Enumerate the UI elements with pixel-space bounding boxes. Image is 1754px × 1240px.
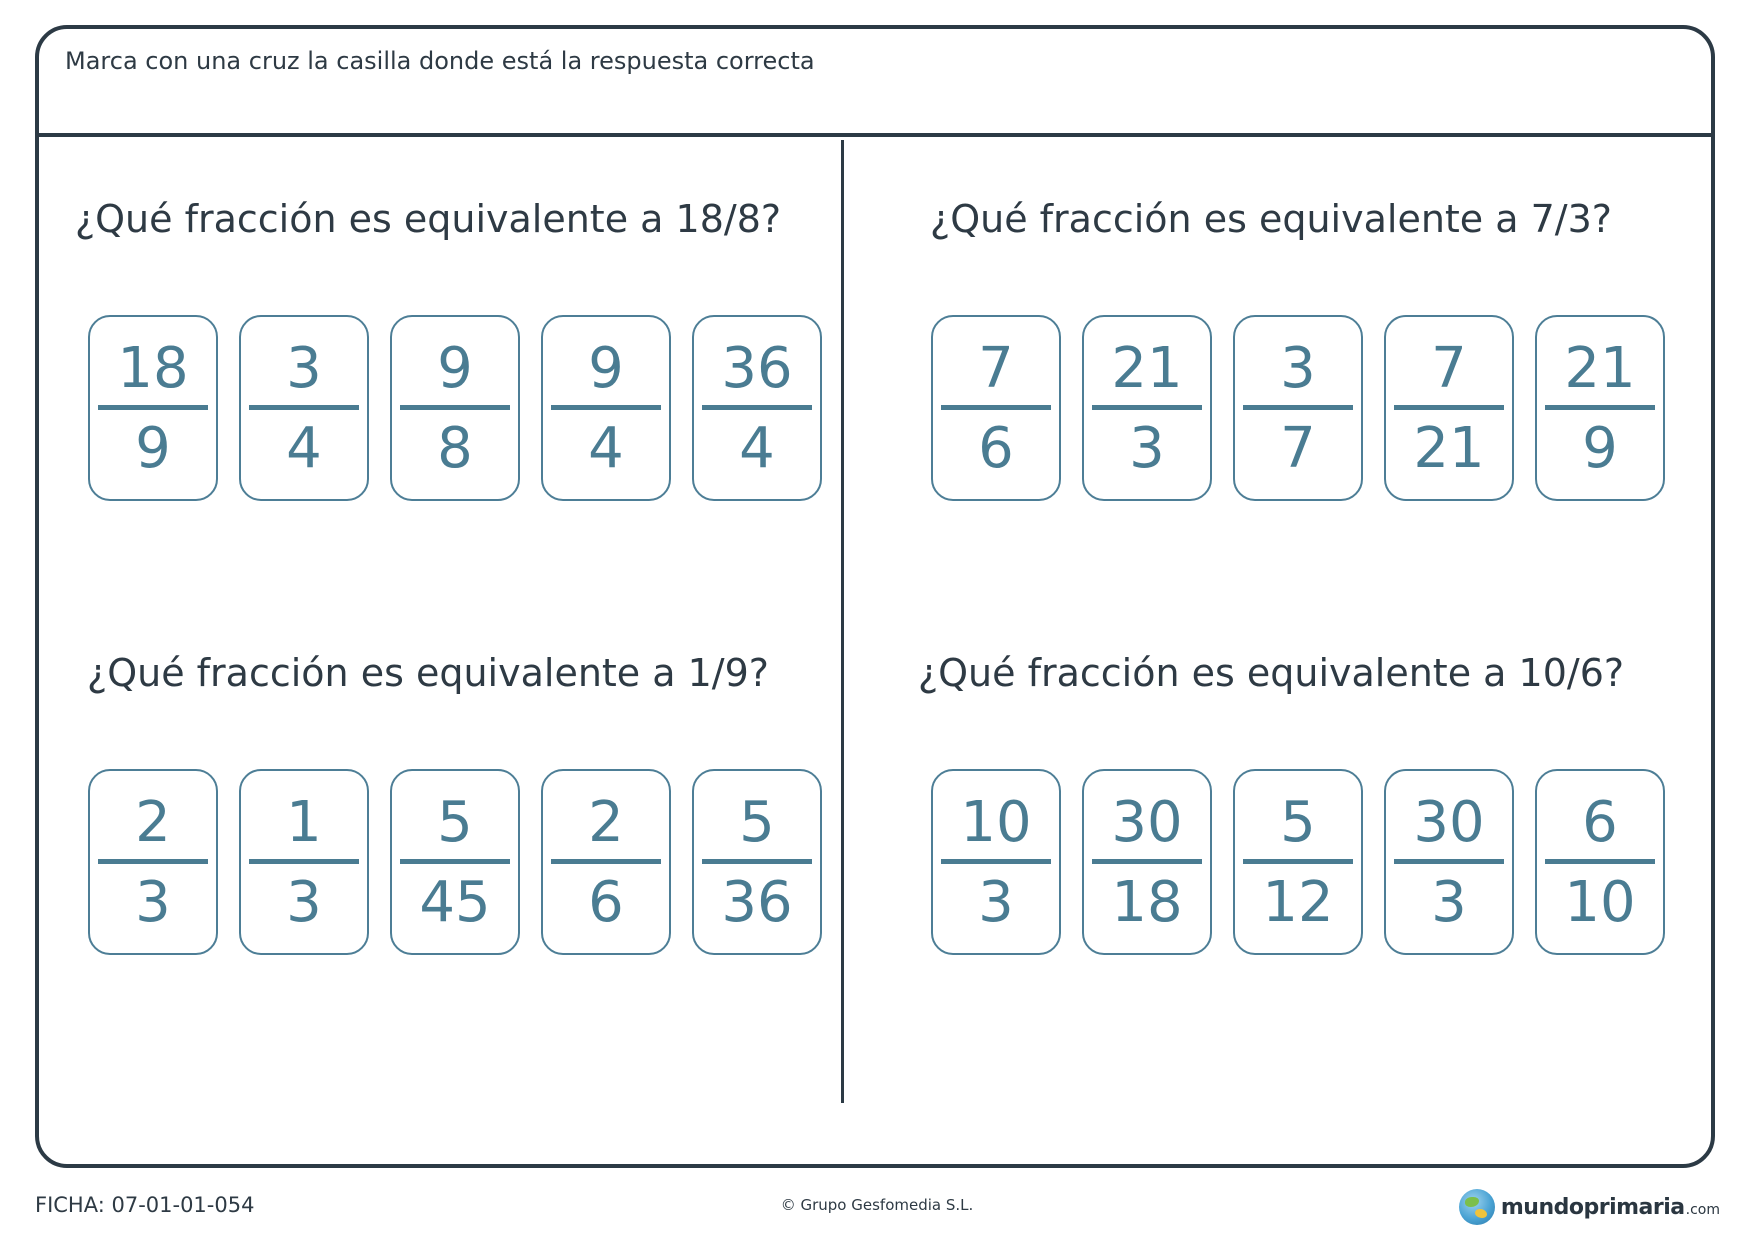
answer-option-checkbox[interactable] — [1082, 769, 1212, 955]
fraction-numerator: 6 — [1582, 790, 1618, 855]
answer-option-checkbox[interactable] — [931, 769, 1061, 955]
answer-option-checkbox[interactable] — [1233, 769, 1363, 955]
answer-option-checkbox[interactable] — [1535, 315, 1665, 501]
fraction-numerator: 7 — [978, 336, 1014, 401]
question-block-1 — [48, 197, 808, 527]
fraction-denominator: 3 — [135, 870, 171, 935]
brand-domain: .com — [1685, 1202, 1720, 1218]
fraction-numerator: 5 — [739, 790, 775, 855]
answer-option-checkbox[interactable] — [390, 769, 520, 955]
answer-option-checkbox[interactable] — [239, 315, 369, 501]
fraction-bar — [1545, 859, 1655, 864]
fraction-bar — [1394, 859, 1504, 864]
answer-option-checkbox[interactable] — [88, 769, 218, 955]
question-text: ¿Qué fracción es equivalente a 18/8? — [74, 197, 782, 241]
fraction-bar — [702, 859, 812, 864]
fraction-bar — [1243, 859, 1353, 864]
fraction-denominator: 7 — [1280, 416, 1316, 481]
answer-option-checkbox[interactable] — [541, 315, 671, 501]
answer-options — [891, 769, 1651, 959]
globe-icon — [1459, 1189, 1495, 1225]
fraction-numerator: 10 — [960, 790, 1032, 855]
answer-option-checkbox[interactable] — [1384, 315, 1514, 501]
answer-options — [891, 315, 1651, 505]
fraction-numerator: 2 — [588, 790, 624, 855]
fraction-denominator: 12 — [1262, 870, 1334, 935]
fraction-bar — [249, 405, 359, 410]
fraction-denominator: 3 — [1129, 416, 1165, 481]
fraction-numerator: 21 — [1111, 336, 1183, 401]
fraction-bar — [551, 405, 661, 410]
answer-option-checkbox[interactable] — [88, 315, 218, 501]
answer-option-checkbox[interactable] — [692, 315, 822, 501]
fraction-bar — [551, 859, 661, 864]
fraction-denominator: 6 — [978, 416, 1014, 481]
fraction-denominator: 45 — [419, 870, 491, 935]
fraction-numerator: 3 — [286, 336, 322, 401]
fraction-bar — [941, 405, 1051, 410]
fraction-denominator: 36 — [721, 870, 793, 935]
fraction-denominator: 9 — [1582, 416, 1618, 481]
answer-option-checkbox[interactable] — [931, 315, 1061, 501]
fraction-denominator: 3 — [1431, 870, 1467, 935]
question-block-3 — [48, 651, 808, 981]
answer-option-checkbox[interactable] — [1082, 315, 1212, 501]
fraction-bar — [400, 859, 510, 864]
fraction-denominator: 18 — [1111, 870, 1183, 935]
fraction-numerator: 9 — [588, 336, 624, 401]
fraction-numerator: 21 — [1564, 336, 1636, 401]
fraction-numerator: 3 — [1280, 336, 1316, 401]
fraction-numerator: 30 — [1413, 790, 1485, 855]
fraction-denominator: 6 — [588, 870, 624, 935]
fraction-bar — [98, 859, 208, 864]
answer-options — [48, 769, 808, 959]
fraction-denominator: 8 — [437, 416, 473, 481]
question-text: ¿Qué fracción es equivalente a 10/6? — [917, 651, 1625, 695]
column-divider — [841, 140, 844, 1103]
fraction-denominator: 10 — [1564, 870, 1636, 935]
fraction-denominator: 4 — [286, 416, 322, 481]
answer-option-checkbox[interactable] — [692, 769, 822, 955]
brand-logo[interactable] — [1459, 1187, 1720, 1227]
fraction-bar — [1092, 859, 1202, 864]
fraction-bar — [1092, 405, 1202, 410]
answer-option-checkbox[interactable] — [1384, 769, 1514, 955]
fraction-bar — [400, 405, 510, 410]
fraction-bar — [941, 859, 1051, 864]
fraction-denominator: 4 — [588, 416, 624, 481]
fraction-denominator: 3 — [286, 870, 322, 935]
question-block-4 — [891, 651, 1651, 981]
fraction-bar — [1545, 405, 1655, 410]
instruction-bar — [39, 29, 1711, 137]
fraction-bar — [1394, 405, 1504, 410]
fraction-numerator: 18 — [117, 336, 189, 401]
question-block-2 — [891, 197, 1651, 527]
worksheet-code: FICHA: 07-01-01-054 — [35, 1193, 255, 1217]
fraction-bar — [249, 859, 359, 864]
copyright-text: © Grupo Gesfomedia S.L. — [780, 1196, 974, 1214]
answer-option-checkbox[interactable] — [390, 315, 520, 501]
answer-option-checkbox[interactable] — [541, 769, 671, 955]
fraction-numerator: 1 — [286, 790, 322, 855]
answer-option-checkbox[interactable] — [1233, 315, 1363, 501]
fraction-numerator: 9 — [437, 336, 473, 401]
fraction-denominator: 21 — [1413, 416, 1485, 481]
question-text: ¿Qué fracción es equivalente a 1/9? — [87, 651, 769, 695]
fraction-numerator: 36 — [721, 336, 793, 401]
question-text: ¿Qué fracción es equivalente a 7/3? — [930, 197, 1612, 241]
fraction-bar — [1243, 405, 1353, 410]
instruction-text: Marca con una cruz la casilla donde está la respuesta correcta — [65, 47, 815, 75]
fraction-bar — [702, 405, 812, 410]
fraction-numerator: 30 — [1111, 790, 1183, 855]
fraction-numerator: 5 — [1280, 790, 1316, 855]
fraction-denominator: 4 — [739, 416, 775, 481]
answer-options — [48, 315, 808, 505]
fraction-bar — [98, 405, 208, 410]
fraction-denominator: 9 — [135, 416, 171, 481]
answer-option-checkbox[interactable] — [239, 769, 369, 955]
brand-name: mundoprimaria — [1500, 1194, 1685, 1220]
fraction-numerator: 2 — [135, 790, 171, 855]
fraction-numerator: 7 — [1431, 336, 1467, 401]
answer-option-checkbox[interactable] — [1535, 769, 1665, 955]
fraction-numerator: 5 — [437, 790, 473, 855]
fraction-denominator: 3 — [978, 870, 1014, 935]
